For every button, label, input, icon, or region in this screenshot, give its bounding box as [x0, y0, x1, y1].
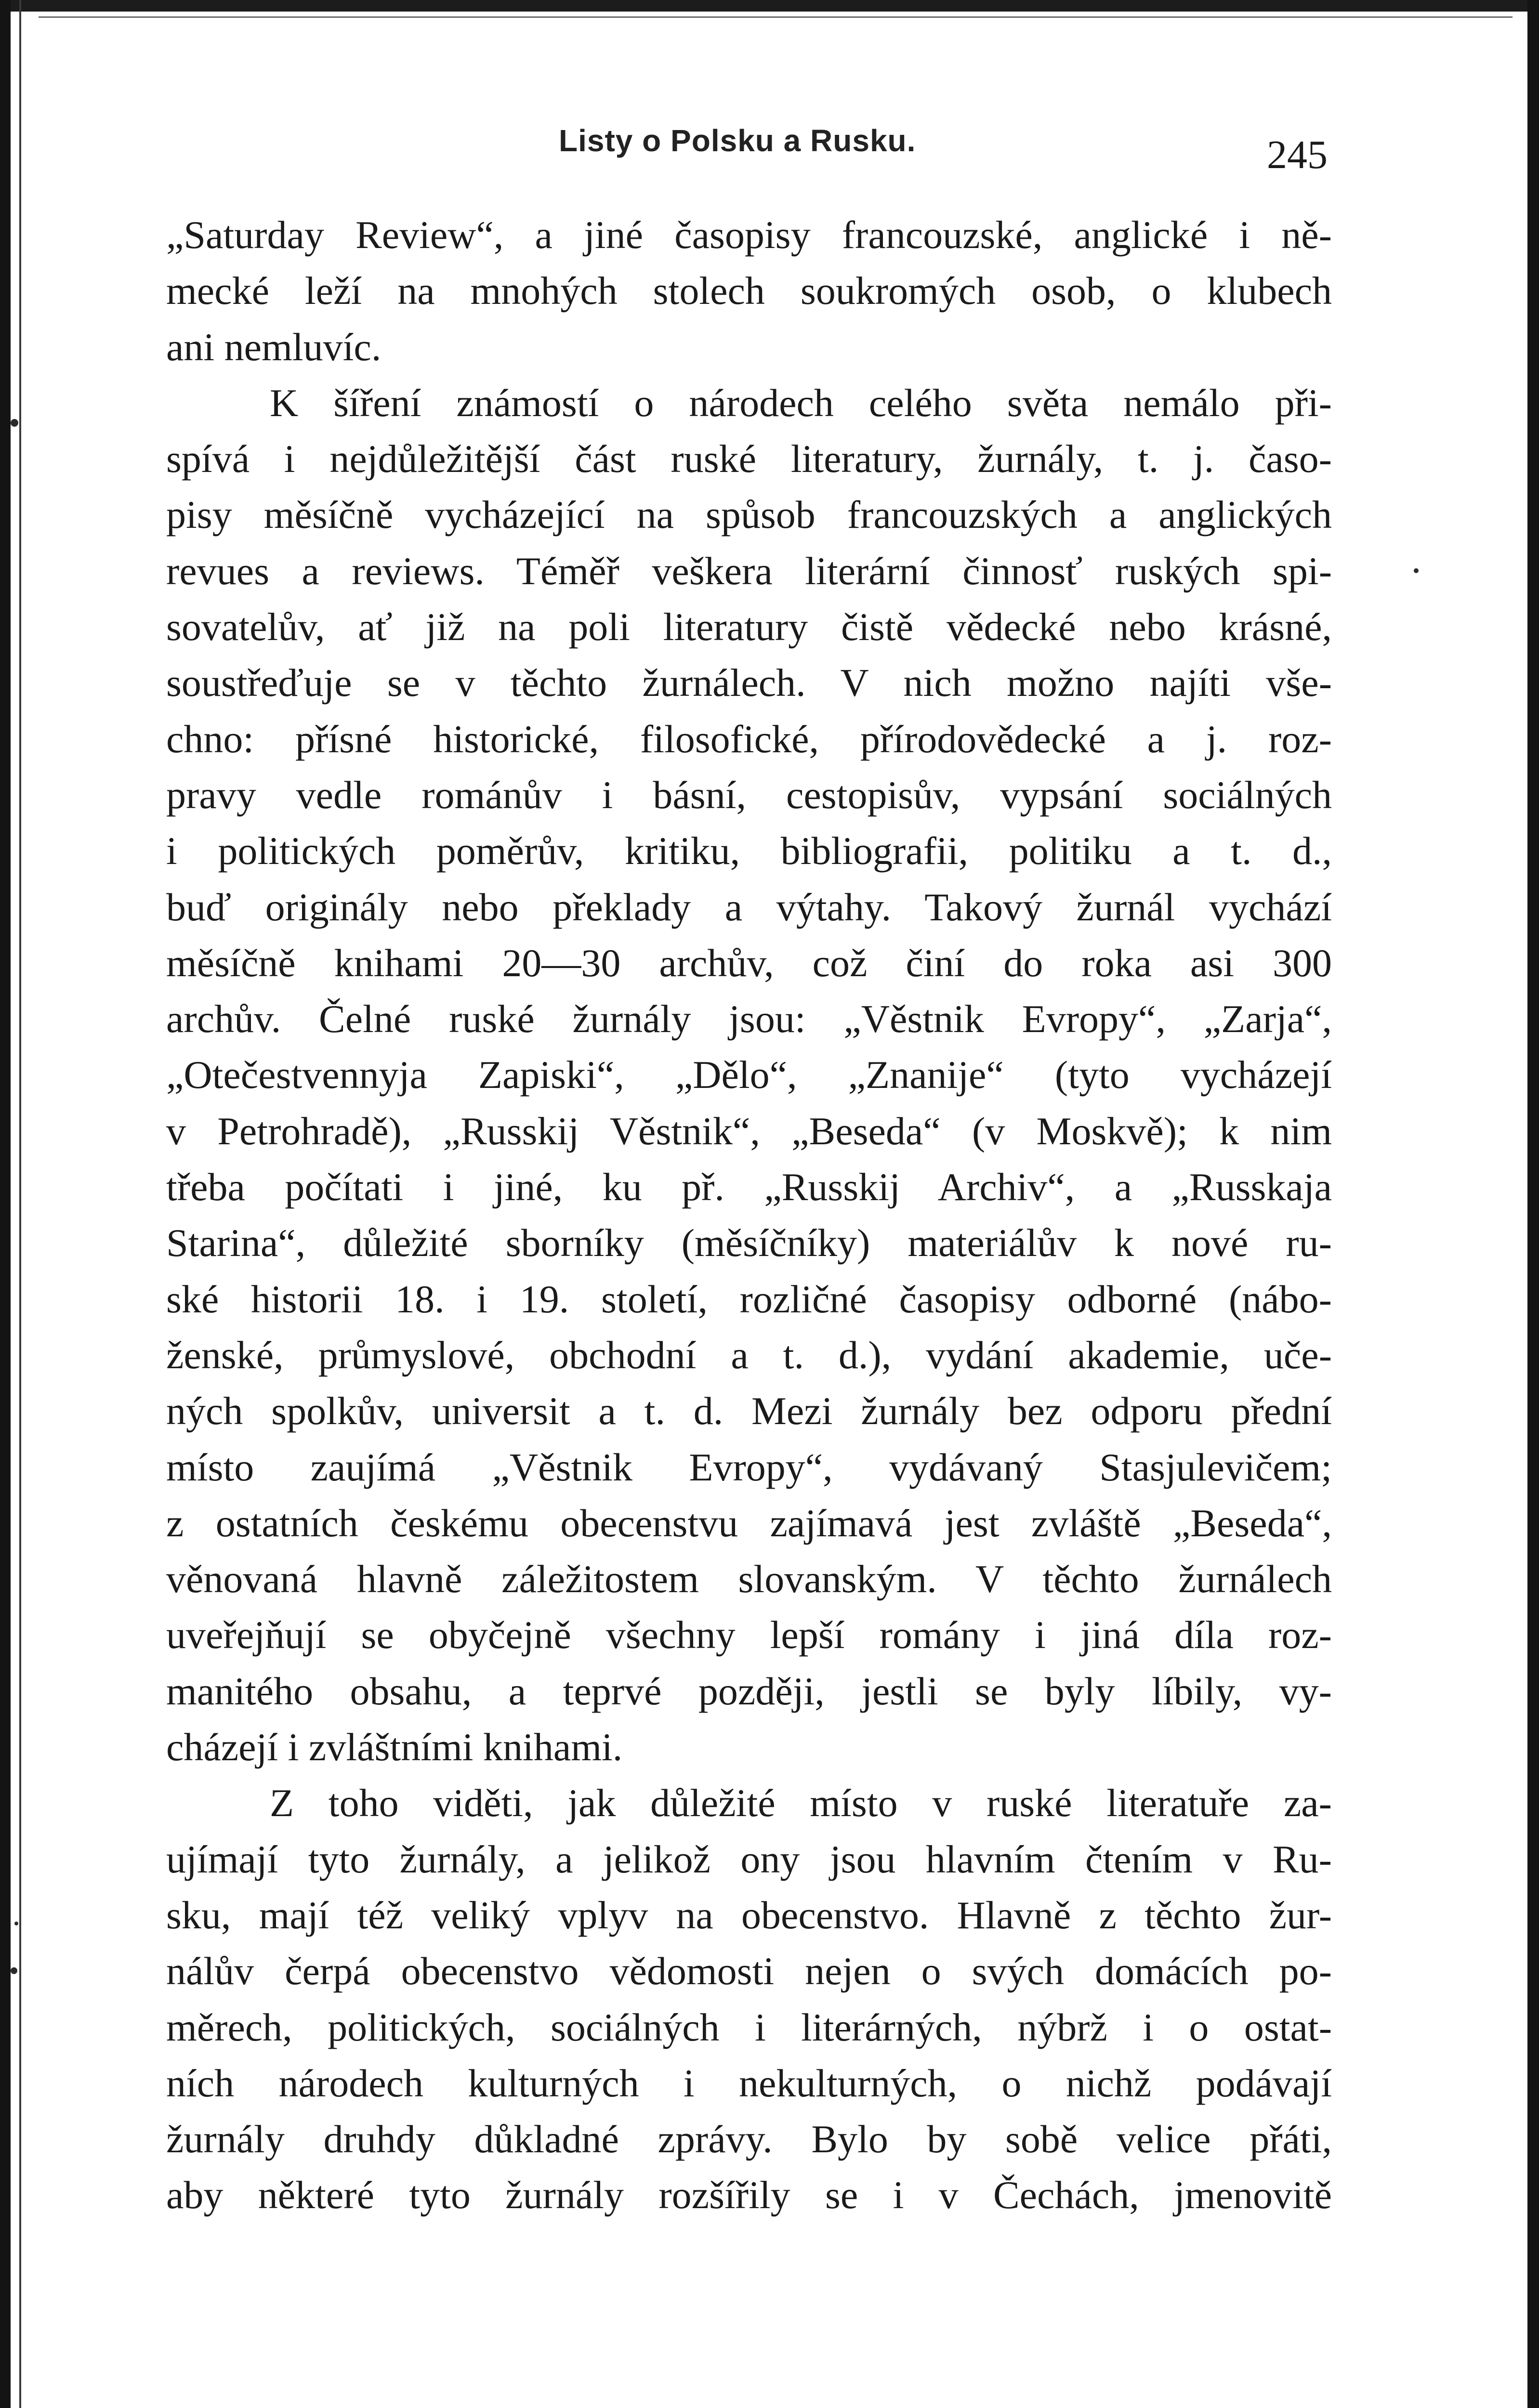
scan-speck [1414, 568, 1419, 573]
text-line: měsíčně knihami 20—30 archův, což činí do roka asi 300 [166, 941, 1332, 985]
text-line: buď originály nebo překlady a výtahy. Takový žurnál vychází [166, 885, 1332, 929]
running-title: Listy o Polsku a Rusku. [559, 123, 916, 158]
scan-speck [14, 1922, 18, 1925]
text-line: Starina“, důležité sborníky (měsíčníky) materiálův k nové ru- [166, 1221, 1332, 1265]
text-line: „Saturday Review“, a jiné časopisy francouzské, anglické i ně- [166, 213, 1332, 257]
text-line: soustřeďuje se v těchto žurnálech. V nich možno najíti vše- [166, 661, 1332, 705]
scan-edge-left [0, 0, 11, 2408]
text-line: místo zaujímá „Věstnik Evropy“, vydávaný Stasjulevičem; [166, 1445, 1332, 1489]
text-line: spívá i nejdůležitější část ruské literatury, žurnály, t. j. časo- [166, 437, 1332, 481]
scan-edge-line [19, 0, 21, 2408]
text-line: věnovaná hlavně záležitostem slovanským. V těchto žurnálech [166, 1557, 1332, 1601]
text-line: nálův čerpá obecenstvo vědomosti nejen o svých domácích po- [166, 1949, 1332, 1993]
text-line: z ostatních českému obecenstvu zajímavá jest zvláště „Beseda“, [166, 1501, 1332, 1545]
text-line: uveřejňují se obyčejně všechny lepší romány i jiná díla roz- [166, 1613, 1332, 1657]
scan-speck [11, 419, 18, 427]
text-line: K šíření známostí o národech celého světa nemálo při- [270, 380, 1332, 425]
text-line: žurnály druhdy důkladné zprávy. Bylo by sobě velice přáti, [166, 2117, 1332, 2161]
text-line: ženské, průmyslové, obchodní a t. d.), vydání akademie, uče- [166, 1333, 1332, 1377]
text-line: mecké leží na mnohých stolech soukromých osob, o klubech [166, 269, 1332, 313]
scan-edge-line [39, 16, 1513, 18]
text-line: v Petrohradě), „Russkij Věstnik“, „Beseda“ (v Moskvě); k nim [166, 1109, 1332, 1153]
body-text [166, 207, 1332, 2224]
text-line: sovatelův, ať již na poli literatury čistě vědecké nebo krásné, [166, 605, 1332, 649]
text-line: chno: přísné historické, filosofické, přírodovědecké a j. roz- [166, 717, 1332, 761]
text-line: ské historii 18. i 19. století, rozličné časopisy odborné (nábo- [166, 1277, 1332, 1321]
scan-edge-right [1527, 0, 1539, 2408]
scan-edge-top [0, 0, 1539, 12]
text-line: aby některé tyto žurnály rozšířily se i v Čechách, jmenovitě [166, 2173, 1332, 2217]
page-number: 245 [1267, 132, 1328, 177]
text-line: pisy měsíčně vycházející na spůsob francouzských a anglických [166, 493, 1332, 537]
text-line: ujímají tyto žurnály, a jelikož ony jsou hlavním čtením v Ru- [166, 1837, 1332, 1881]
scan-speck [11, 1967, 17, 1974]
text-line: manitého obsahu, a teprvé později, jestli se byly líbily, vy- [166, 1669, 1332, 1713]
text-line: sku, mají též veliký vplyv na obecenstvo. Hlavně z těchto žur- [166, 1893, 1332, 1937]
text-line: ních národech kulturných i nekulturných, o nichž podávají [166, 2061, 1332, 2105]
text-line: Z toho viděti, jak důležité místo v ruské literatuře za- [270, 1781, 1332, 1825]
page-header [0, 123, 1539, 176]
text-line: pravy vedle románův i básní, cestopisův, vypsání sociálných [166, 772, 1332, 817]
text-line: cházejí i zvláštními knihami. [166, 1725, 623, 1769]
text-line: i politických poměrův, kritiku, bibliografii, politiku a t. d., [166, 829, 1332, 873]
text-line: revues a reviews. Téměř veškera literární činnosť ruských spi- [166, 549, 1332, 593]
text-line: ani nemluvíc. [166, 325, 381, 369]
text-line: ných spolkův, universit a t. d. Mezi žurnály bez odporu přední [166, 1389, 1332, 1433]
text-line: třeba počítati i jiné, ku př. „Russkij Archiv“, a „Russkaja [166, 1165, 1332, 1209]
text-line: měrech, politických, sociálných i literárných, nýbrž i o ostat- [166, 2005, 1332, 2049]
text-line: „Otečestvennyja Zapiski“, „Dělo“, „Znanije“ (tyto vycházejí [166, 1053, 1332, 1097]
text-line: archův. Čelné ruské žurnály jsou: „Věstnik Evropy“, „Zarja“, [166, 997, 1332, 1041]
